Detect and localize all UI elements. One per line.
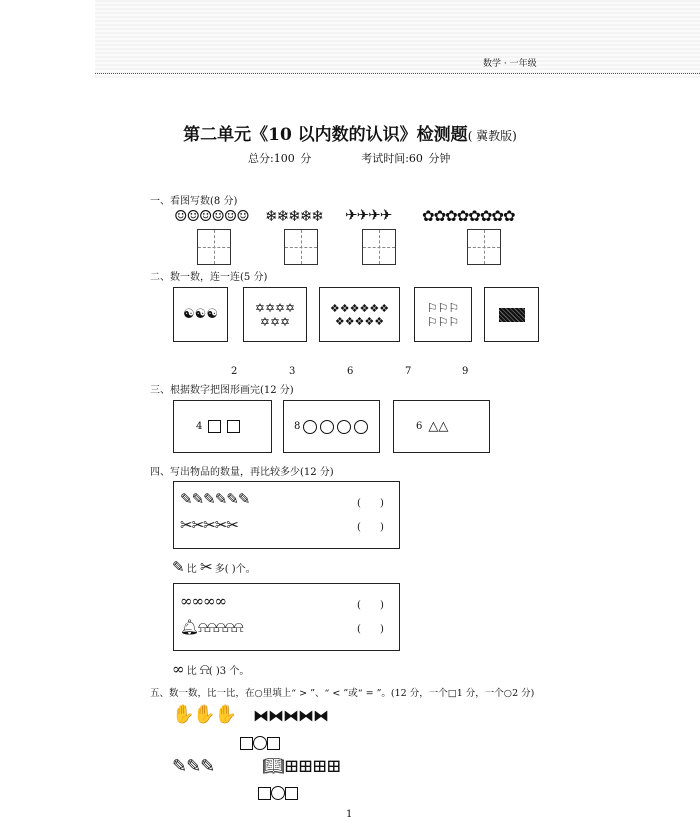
- answer-blank[interactable]: ( ): [357, 600, 384, 611]
- answer-grid[interactable]: [362, 229, 396, 265]
- yinyang-icons: ☯☯☯: [183, 307, 218, 322]
- block-icon: [499, 308, 525, 322]
- exam-time: 考试时间:60 分钟: [361, 152, 451, 165]
- flag-icons: ⚐⚐⚐ ⚐⚐⚐: [426, 300, 460, 329]
- page-number: 1: [346, 809, 353, 820]
- subtitle: [248, 150, 450, 166]
- blank-square[interactable]: [258, 787, 271, 800]
- number-label: 6: [347, 366, 354, 377]
- bell-icon: ⍾: [199, 660, 209, 678]
- answer-grid[interactable]: [467, 229, 501, 265]
- compare-row-2: [258, 785, 298, 804]
- number-label: 3: [289, 366, 296, 377]
- hand-icons: ✋✋✋: [172, 704, 237, 725]
- draw-box[interactable]: [393, 400, 490, 453]
- bell-icons: 🔔︎⍾⍾⍾⍾⍾: [180, 618, 243, 636]
- target-number: 8: [294, 421, 301, 432]
- header-subject: 数学 · 一年级: [483, 59, 537, 69]
- circle-icon: [320, 420, 334, 434]
- picture-box: [173, 287, 228, 342]
- target-number: 4: [196, 421, 203, 432]
- compare-line-2: [172, 660, 249, 678]
- header-band: [95, 0, 700, 78]
- section-2-label: 二、数一数，连一连(5 分): [150, 272, 268, 283]
- total-score: 总分:100 分: [248, 152, 312, 165]
- smiley-icons: ☺☺☺☺☺☺: [174, 207, 249, 225]
- draw-box[interactable]: [283, 400, 380, 453]
- target-number: 6: [416, 421, 423, 432]
- triangle-icons: △△: [428, 419, 449, 434]
- answer-grid[interactable]: [197, 229, 231, 265]
- page-title: [0, 120, 700, 145]
- answer-blank[interactable]: ( ): [357, 498, 384, 509]
- circle-icon: [354, 420, 368, 434]
- glasses-icons: ∞∞∞∞: [180, 592, 226, 610]
- compare-text: ( )3 个。: [208, 666, 250, 677]
- header-divider: [95, 73, 700, 74]
- cross-icons: ⧓⧓⧓⧓⧓: [253, 706, 328, 725]
- scissors-icons: ✂✂✂✂✂: [180, 516, 238, 534]
- picture-box: [243, 287, 307, 342]
- book-icons: 📖︎⊞⊞⊞⊞: [262, 756, 341, 777]
- number-label: 9: [462, 366, 469, 377]
- number-label: 7: [405, 366, 412, 377]
- title-main: 第二单元《10 以内数的认识》检测题: [183, 125, 468, 145]
- pencil-icons: ✎✎✎✎✎✎: [180, 490, 250, 508]
- square-icon: [208, 420, 221, 433]
- blank-circle[interactable]: [271, 786, 285, 800]
- picture-box: [319, 287, 400, 342]
- compare-line-1: [172, 558, 256, 576]
- picture-box: [484, 287, 539, 342]
- flower-icons: ✿✿✿✿✿✿✿✿: [422, 207, 515, 225]
- diamond-icons: ❖❖❖❖❖❖ ❖❖❖❖❖: [329, 301, 390, 328]
- snowflake-icons: ❄❄❄❄❄: [265, 207, 323, 225]
- section-1-label: 一、看图写数(8 分): [150, 196, 238, 207]
- section-5-label: 五、数一数，比一比，在○里填上“ > ”、“ < ”或“ = ”。(12 分，一个□1 分，一个○2 分): [150, 688, 535, 699]
- compare-text: 比: [186, 564, 197, 575]
- count-box-2: [173, 583, 400, 651]
- number-label: 2: [231, 366, 238, 377]
- answer-blank[interactable]: ( ): [357, 624, 384, 635]
- answer-grid[interactable]: [284, 229, 318, 265]
- draw-box[interactable]: [173, 400, 272, 453]
- blank-square[interactable]: [267, 737, 280, 750]
- pencil-icons: ✎✎✎: [172, 756, 215, 777]
- scissors-icon: ✂: [199, 558, 212, 576]
- star-icons: ✡✡✡✡ ✡✡✡: [254, 300, 296, 329]
- circle-icon: [303, 420, 317, 434]
- answer-blank[interactable]: ( ): [357, 522, 384, 533]
- square-icon: [227, 420, 240, 433]
- compare-text: 多( )个。: [214, 564, 256, 575]
- section-3-label: 三、根据数字把图形画完(12 分): [150, 385, 294, 396]
- pencil-icon: ✎: [172, 558, 184, 576]
- blank-circle[interactable]: [253, 736, 267, 750]
- section-4-label: 四、写出物品的数量，再比较多少(12 分): [150, 467, 334, 478]
- blank-square[interactable]: [240, 737, 253, 750]
- count-box-1: [173, 481, 400, 549]
- airplane-icons: ✈✈✈✈: [345, 206, 392, 224]
- glasses-icon: ∞: [172, 660, 184, 678]
- compare-text: 比: [186, 666, 197, 677]
- title-edition: ( 冀教版): [467, 129, 517, 143]
- compare-row-1: [240, 735, 280, 754]
- blank-square[interactable]: [285, 787, 298, 800]
- picture-box: [414, 287, 472, 342]
- circle-icon: [337, 420, 351, 434]
